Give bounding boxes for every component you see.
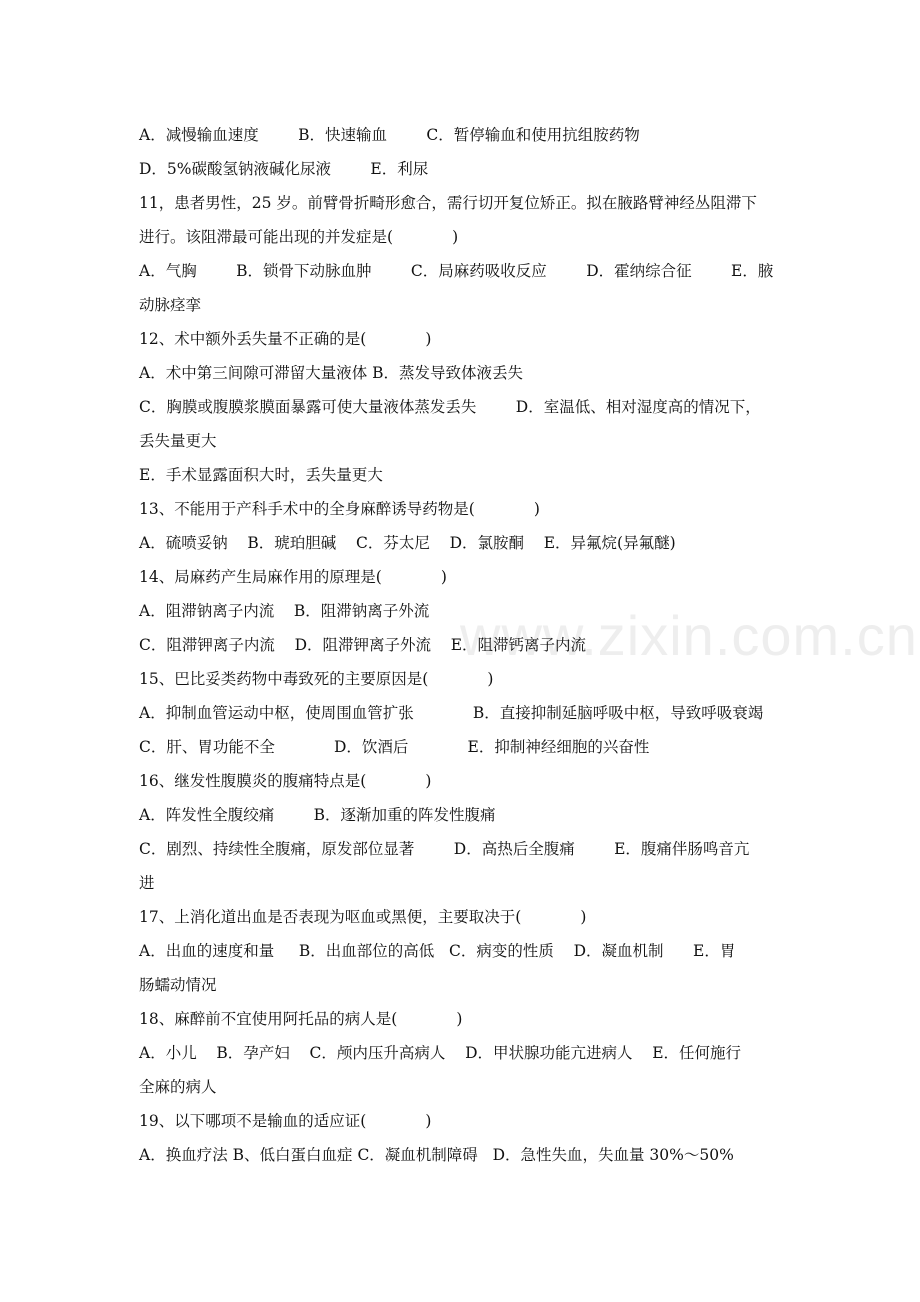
text-line: 18、麻醉前不宜使用阿托品的病人是( ) [139, 1010, 463, 1028]
text-line: C．剧烈、持续性全腹痛，原发部位显著 D．高热后全腹痛 E．腹痛伴肠鸣音亢 [139, 840, 750, 858]
text-line: C．阻滞钾离子内流 D．阻滞钾离子外流 E．阻滞钙离子内流 [139, 636, 587, 654]
text-line: 13、不能用于产科手术中的全身麻醉诱导药物是( ) [139, 500, 540, 518]
text-line: A．术中第三间隙可滞留大量液体 B．蒸发导致体液丢失 [139, 364, 524, 382]
text-line: 19、以下哪项不是输血的适应证( ) [139, 1112, 432, 1130]
text-line: A．出血的速度和量 B．出血部位的高低 C．病变的性质 D．凝血机制 E．胃 [139, 942, 736, 960]
text-line: 11，患者男性，25 岁。前臂骨折畸形愈合，需行切开复位矫正。拟在腋路臂神经丛阻滞下 [139, 194, 757, 212]
text-line: 肠蠕动情况 [139, 976, 217, 994]
text-line: 丢失量更大 [139, 432, 217, 450]
text-line: 12、术中额外丢失量不正确的是( ) [139, 330, 432, 348]
text-line: 全麻的病人 [139, 1078, 217, 1096]
text-line: A．阻滞钠离子内流 B．阻滞钠离子外流 [139, 602, 430, 620]
text-line: 进行。该阻滞最可能出现的并发症是( ) [139, 228, 459, 246]
text-line: 进 [139, 874, 155, 892]
text-line: 15、巴比妥类药物中毒致死的主要原因是( ) [139, 670, 494, 688]
text-line: 17、上消化道出血是否表现为呕血或黑便，主要取决于( ) [139, 908, 587, 926]
text-line: A．硫喷妥钠 B．琥珀胆碱 C．芬太尼 D．氯胺酮 E．异氟烷(异氟醚) [139, 534, 676, 552]
text-line: A．阵发性全腹绞痛 B．逐渐加重的阵发性腹痛 [139, 806, 496, 824]
watermark: www.zixin.com.cn [460, 604, 918, 667]
text-line: A．气胸 B．锁骨下动脉血肿 C．局麻药吸收反应 D．霍纳综合征 E．腋 [139, 262, 774, 280]
text-line: A．换血疗法 B、低白蛋白血症 C．凝血机制障碍 D．急性失血，失血量 30%～50% [139, 1146, 734, 1164]
text-line: C．胸膜或腹膜浆膜面暴露可使大量液体蒸发丢失 D．室温低、相对湿度高的情况下， [139, 398, 761, 416]
text-line: A．减慢输血速度 B．快速输血 C．暂停输血和使用抗组胺药物 [139, 126, 640, 144]
text-line: 14、局麻药产生局麻作用的原理是( ) [139, 568, 447, 586]
text-line: A．小儿 B．孕产妇 C．颅内压升高病人 D．甲状腺功能亢进病人 E．任何施行 [139, 1044, 742, 1062]
text-line: 16、继发性腹膜炎的腹痛特点是( ) [139, 772, 432, 790]
text-line: D．5%碳酸氢钠液碱化尿液 E．利尿 [139, 160, 429, 178]
text-line: A．抑制血管运动中枢，使周围血管扩张 B．直接抑制延脑呼吸中枢，导致呼吸衰竭 [139, 704, 764, 722]
text-line: C．肝、胃功能不全 D．饮酒后 E．抑制神经细胞的兴奋性 [139, 738, 650, 756]
text-line: E．手术显露面积大时，丢失量更大 [139, 466, 383, 484]
question-text [139, 118, 789, 1172]
text-line: 动脉痉挛 [139, 296, 202, 314]
